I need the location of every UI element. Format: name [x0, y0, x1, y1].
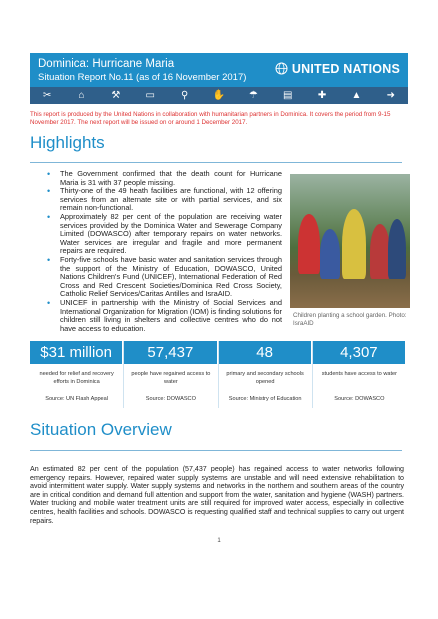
- tools-icon: ✂: [42, 90, 52, 101]
- highlight-item: • Thirty-one of the 49 heath facilities are functional, with 12 offering services from an alternate site or with partial services, and six remain non-functional.: [40, 187, 282, 213]
- stat-source: Source: Ministry of Education: [228, 396, 302, 402]
- health-icon: ✚: [317, 90, 327, 101]
- stat-description: needed for relief and recovery efforts in Dominica: [39, 371, 114, 385]
- hammer-icon: ⚒: [111, 90, 121, 101]
- page-number: 1: [217, 538, 221, 544]
- stat-card-funding: [30, 341, 124, 408]
- highlight-item: • UNICEF in partnership with the Ministry of Social Services and International Organization for Migration (IOM) is finding solutions for children still living in shelters and collective centres who do not have access to education.: [40, 299, 282, 333]
- food-icon: ▤: [282, 90, 293, 101]
- sanitation-icon: ☂: [248, 90, 258, 101]
- highlights-list: [40, 170, 282, 333]
- house-icon: ▲: [351, 90, 362, 101]
- stat-value: 48: [219, 341, 311, 364]
- stat-description: students have access to water: [321, 371, 397, 377]
- divider: [30, 162, 402, 163]
- highlight-item: • The Government confirmed that the death count for Hurricane Maria is 31 with 37 people missing.: [40, 170, 282, 187]
- logistics-icon: ➜: [386, 90, 395, 101]
- un-emblem-icon: [275, 62, 288, 75]
- water-tap-icon: ⚲: [180, 90, 189, 101]
- shelter-icon: ⌂: [78, 90, 85, 101]
- report-intro: This report is produced by the United Nations in collaboration with humanitarian partners in Dominica. It covers the period from 9-15 November 2017. The next report will be issued on or around 1 December 2017.: [30, 111, 391, 126]
- school-garden-photo: [290, 174, 410, 308]
- stat-source: Source: DOWASCO: [334, 396, 385, 402]
- book-icon: ▭: [145, 90, 155, 101]
- stat-source: Source: DOWASCO: [145, 396, 196, 402]
- highlight-item: • Approximately 82 per cent of the population are receiving water services provided by the Dominica Water and Sewerage Company Limited (DOWASCO) after temporary repairs on water networks. Water services are irregular and fragile and more permanent repairs are required.: [40, 213, 282, 256]
- un-logo-text: UNITED NATIONS: [291, 62, 400, 76]
- photo-caption: Children planting a school garden. Photo: IsraAID: [293, 312, 407, 327]
- stat-value: $31 million: [30, 341, 122, 364]
- situation-overview-heading: Situation Overview: [30, 420, 172, 439]
- un-logo: [275, 62, 400, 76]
- stat-value: 4,307: [313, 341, 405, 364]
- highlights-heading: Highlights: [30, 133, 105, 152]
- stat-description: people have regained access to water: [131, 371, 211, 385]
- report-banner: [30, 53, 408, 87]
- stat-card-water-access: [124, 341, 218, 408]
- report-subtitle: Situation Report No.11 (as of 16 November 2017): [38, 72, 247, 83]
- stat-card-schools: [219, 341, 313, 408]
- highlight-item: • Forty-five schools have basic water and sanitation services through the support of the Ministry of Education, DOWASCO, United Nations Children's Fund (UNICEF), International Federation of Red Cross and Red Crescent Societies/Dominica Red Cross Society, Catholic Relief Services/Caritas Antilles and IsraAID.: [40, 256, 282, 299]
- stat-value: 57,437: [124, 341, 216, 364]
- situation-overview-text: An estimated 82 per cent of the population (57,437 people) has regained access to water networks following emergency repairs. However, repaired water supply systems are unstable and will need extensive rehabilitation to avoid intermittent water supply. Water supply systems and networks in the northern and southern areas of the country are in critical condition and demand full attention and support from the water, sanitation and hygiene (WASH) partners. Water trucking and mobile water treatment units are still required for improved water access, especially in collective centres, health facilities and schools. DOWASCO is requesting qualified staff and technical supplies to carry out urgent repairs.: [30, 465, 404, 525]
- cluster-icon-bar: [30, 87, 408, 104]
- stat-description: primary and secondary schools opened: [226, 371, 304, 385]
- key-figures: [30, 341, 406, 408]
- stat-source: Source: UN Flash Appeal: [45, 396, 109, 402]
- divider: [30, 450, 402, 451]
- handshake-icon: ✋: [212, 90, 226, 101]
- report-title: Dominica: Hurricane Maria: [38, 58, 175, 70]
- stat-card-students: [313, 341, 406, 408]
